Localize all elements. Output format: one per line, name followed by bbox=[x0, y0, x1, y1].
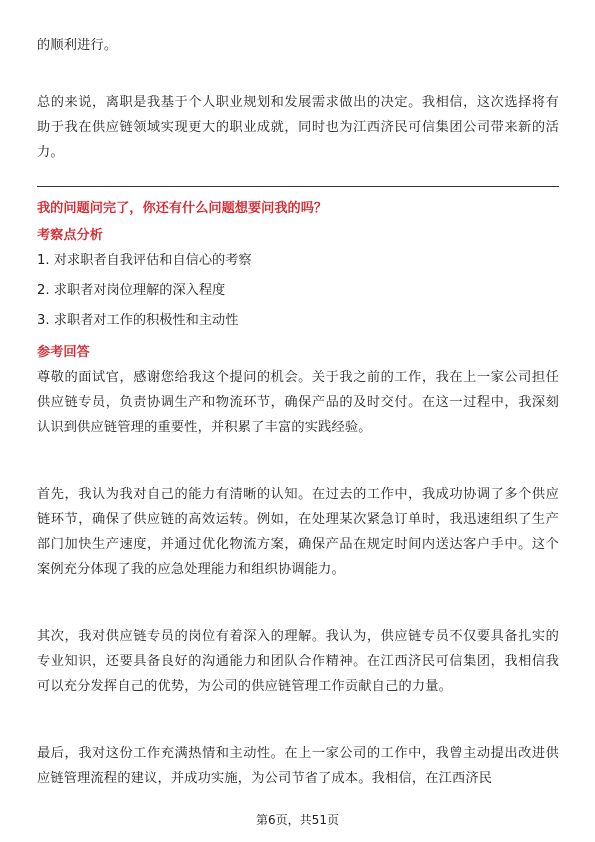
intro-tail-text: 的顺利进行。 bbox=[37, 38, 118, 53]
answer-paragraph: 其次，我对供应链专员的岗位有着深入的理解。我认为，供应链专员不仅要具备扎实的专业知识，还要具备良好的沟通能力和团队合作精神。在江西济民可信集团，我相信我可以充分发挥自己的优势，为公司的供应链管理工作贡献自己的力量。 bbox=[37, 629, 559, 694]
summary-paragraph: 总的来说，离职是我基于个人职业规划和发展需求做出的决定。我相信，这次选择将有助于我在供应链领域实现更大的职业成就，同时也为江西济民可信集团公司带来新的活力。 bbox=[37, 95, 559, 160]
analysis-point: 3. 求职者对工作的积极性和主动性 bbox=[37, 313, 239, 328]
question-heading: 我的问题问完了，你还有什么问题想要问我的吗？ bbox=[37, 201, 328, 216]
analysis-point: 2. 求职者对岗位理解的深入程度 bbox=[37, 283, 226, 298]
section-divider bbox=[37, 186, 559, 187]
page-number-footer: 第6页，共51页 bbox=[256, 813, 339, 827]
answer-paragraph: 尊敬的面试官，感谢您给我这个提问的机会。关于我之前的工作，我在上一家公司担任供应链专员，负责协调生产和物流环节，确保产品的及时交付。在这一过程中，我深刻认识到供应链管理的重要性，并积累了丰富的实践经验。 bbox=[37, 370, 559, 435]
answer-paragraph: 首先，我认为我对自己的能力有清晰的认知。在过去的工作中，我成功协调了多个供应链环节，确保了供应链的高效运转。例如，在处理某次紧急订单时，我迅速组织了生产部门加快生产速度，并通过优化物流方案，确保产品在规定时间内送达客户手中。这个案例充分体现了我的应急处理能力和组织协调能力。 bbox=[37, 487, 559, 577]
analysis-point: 1. 对求职者自我评估和自信心的考察 bbox=[37, 253, 252, 268]
answer-paragraph: 最后，我对这份工作充满热情和主动性。在上一家公司的工作中，我曾主动提出改进供应链管理流程的建议，并成功实施，为公司节省了成本。我相信，在江西济民 bbox=[37, 746, 559, 786]
answer-heading: 参考回答 bbox=[37, 345, 90, 360]
analysis-heading: 考察点分析 bbox=[37, 228, 103, 243]
